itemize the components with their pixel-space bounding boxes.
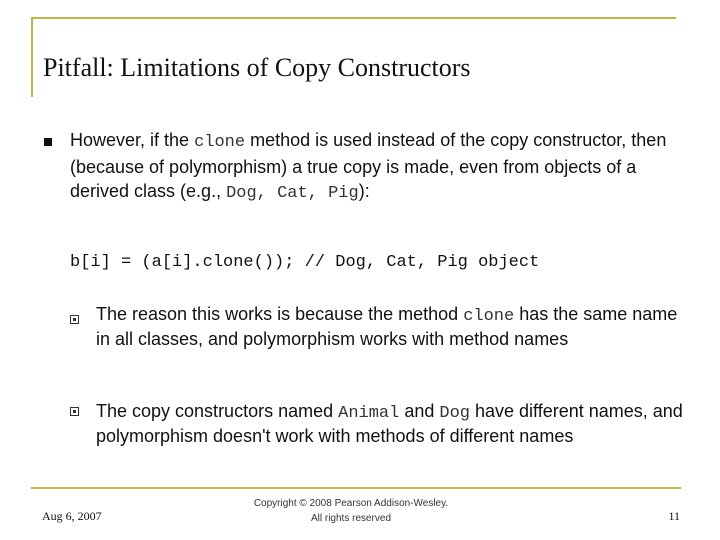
copyright-line-1: Copyright © 2008 Pearson Addison-Wesley. [253, 498, 449, 509]
main-bullet-text [70, 128, 670, 206]
sub2-text-part-3: have different names, and polymorphism doesn't work with methods of different names [96, 401, 683, 446]
frame-left-line [31, 17, 33, 97]
sub-bullet-text-1 [96, 303, 686, 351]
slide-title: Pitfall: Limitations of Copy Constructors [43, 53, 471, 82]
main-code-classes: Dog, Cat, Pig [226, 184, 359, 203]
sub-bullet-icon [70, 407, 79, 416]
main-code-clone: clone [194, 133, 246, 152]
sub2-code-dog: Dog [439, 404, 470, 423]
sub2-code-animal: Animal [338, 404, 400, 423]
sub1-text-part-1: The reason this works is because the method [96, 304, 464, 324]
sub2-text-part-1: The copy constructors named [96, 401, 339, 421]
main-text-part-1: However, if the [70, 130, 195, 150]
sub-bullet-text-2 [96, 400, 686, 448]
frame-top-line [31, 17, 676, 19]
copyright-line-2: All rights reserved [310, 513, 392, 524]
main-text-part-2: method is used instead of the copy constructor, then (because of polymorphism) a true copy is made, even from objects of a derived class (e.g., [70, 130, 667, 201]
bullet-square-icon [44, 138, 52, 146]
page-number: 11 [668, 509, 680, 523]
sub1-code-clone: clone [463, 307, 515, 326]
footer-copyright [236, 496, 466, 526]
sub-bullet-icon [70, 315, 79, 324]
sub2-text-part-2: and [399, 401, 440, 421]
frame-bottom-line [31, 487, 681, 489]
main-text-part-3: ): [358, 181, 370, 201]
code-example-line: b[i] = (a[i].clone()); // Dog, Cat, Pig object [70, 253, 540, 272]
footer-date: Aug 6, 2007 [42, 509, 102, 523]
sub1-text-part-2: has the same name in all classes, and polymorphism works with method names [96, 304, 678, 349]
